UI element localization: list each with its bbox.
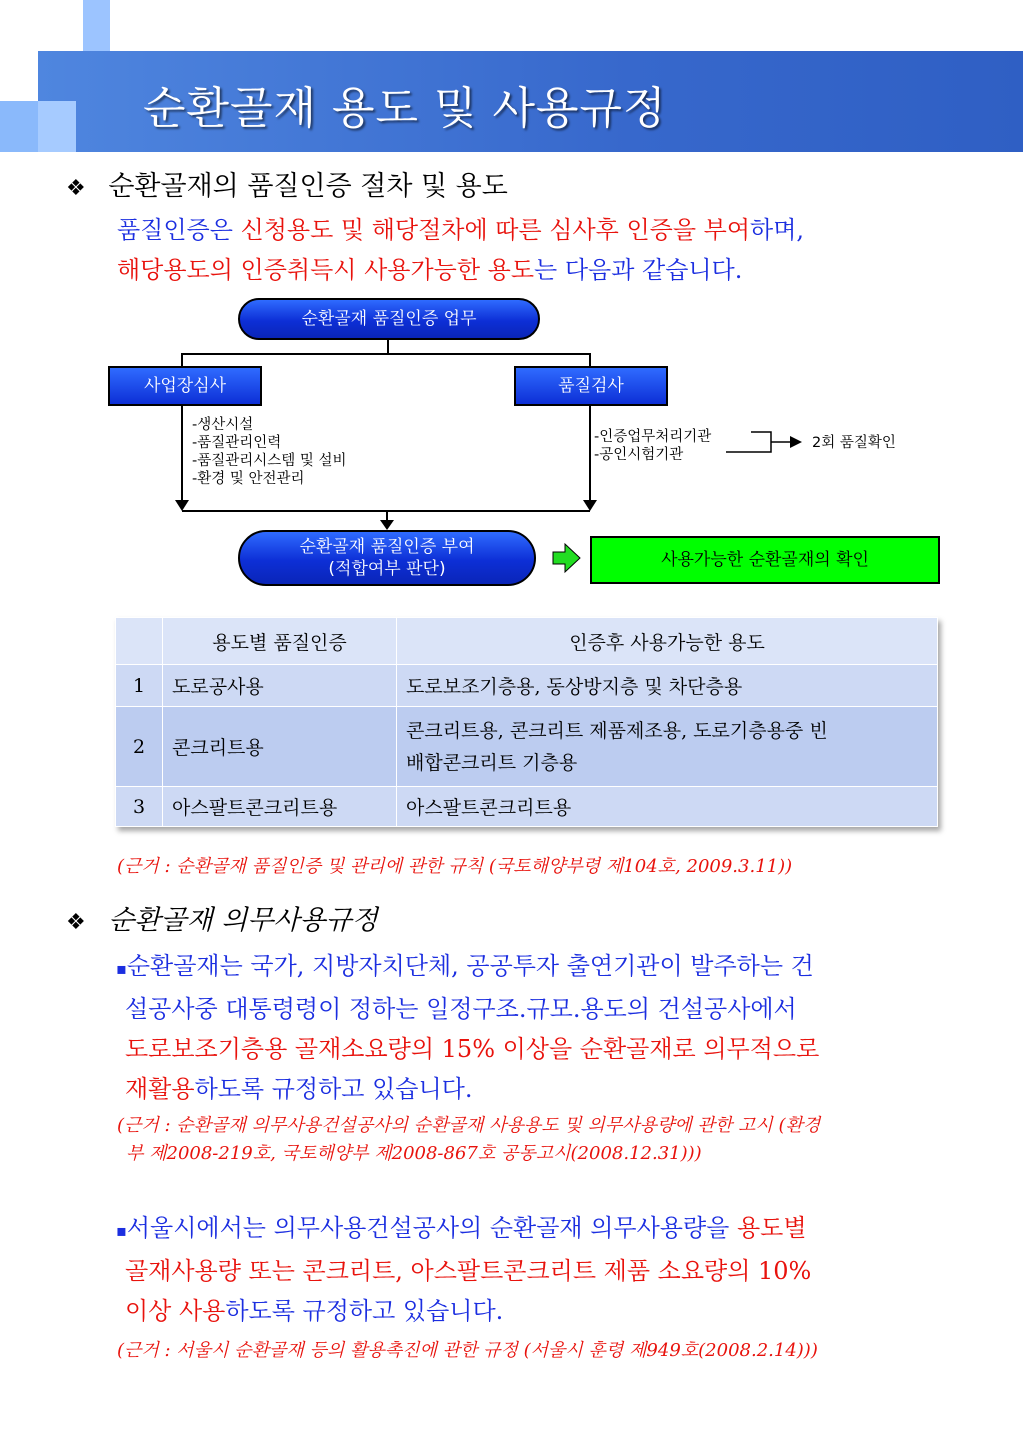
- table-header-row: [116, 618, 938, 665]
- arrowheads: [0, 0, 1023, 600]
- s1l1-a: 품질인증은: [117, 216, 241, 244]
- list-item: -품질관리시스템 및 설비: [192, 453, 347, 469]
- p1-line4: [116, 1069, 819, 1109]
- list-item: -품질관리인력: [192, 435, 282, 451]
- p1-cite-line1: (근거 : 순환골재 의무사용건설공사의 순환골재 사용용도 및 의무사용량에 관한 고시 (환경: [117, 1115, 821, 1136]
- table-row: [116, 707, 938, 787]
- table-row: [116, 787, 938, 827]
- table-cell: 도로보조기층용, 동상방지층 및 차단층용: [397, 665, 938, 707]
- table-row: [116, 665, 938, 707]
- section2-p2: [116, 1208, 811, 1331]
- arrowhead-left: [175, 500, 189, 511]
- table-cell: 1: [116, 665, 163, 707]
- p2-line3-red: 이상 사용: [125, 1297, 226, 1325]
- section2-heading-row: [66, 898, 378, 937]
- p2-line1-red: 용도별: [736, 1214, 807, 1242]
- table-header: [116, 618, 163, 665]
- table-cell: 콘크리트용: [163, 707, 397, 787]
- p2-line3-rest: 하도록 규정하고 있습니다.: [225, 1297, 504, 1325]
- p1-line1: [116, 946, 819, 989]
- p2-line3: [116, 1291, 811, 1331]
- quality-inspection-box: 품질검사: [514, 366, 668, 406]
- square-bullet-icon: ▪: [116, 1221, 127, 1240]
- table-cell: 아스팔트콘크리트용: [163, 787, 397, 827]
- table-cell: 2: [116, 707, 163, 787]
- square-bullet-icon: ▪: [116, 959, 127, 978]
- page-title: 순환골재 용도 및 사용규정: [143, 83, 667, 134]
- p1-line4-red: 재활용: [125, 1075, 195, 1103]
- section1-heading: 순환골재의 품질인증 절차 및 용도: [108, 171, 508, 202]
- p1-cite-line2: 부 제2008-219호, 국토해양부 제2008-867호 공동고시(2008.12.31))): [126, 1143, 702, 1164]
- table-citation: (근거 : 순환골재 품질인증 및 관리에 관한 규칙 (국토해양부령 제104호, 2009.3.11)): [117, 856, 793, 877]
- s1l2-a: 해당용도의 인증취득시 사용가능한 용도: [117, 256, 535, 284]
- p1-line2: 설공사중 대통령령이 정하는 일정구조.규모.용도의 건설공사에서: [125, 995, 797, 1023]
- p2-line1-blue: 서울시에서는 의무사용건설공사의 순환골재 의무사용량을: [126, 1214, 737, 1242]
- p1-citation: [117, 1112, 820, 1168]
- bracket-arrowhead: [790, 436, 802, 448]
- p2-citation: (근거 : 서울시 순환골재 등의 활용촉진에 관한 규정 (서울시 훈령 제949호(2008.2.14))): [117, 1340, 818, 1361]
- arrowhead-right: [583, 500, 597, 511]
- table-cell: 도로공사용: [163, 665, 397, 707]
- p2-line1: [116, 1208, 811, 1251]
- section2-p1: [116, 946, 819, 1109]
- certification-line2: (적합여부 판단): [328, 559, 446, 579]
- diamond-bullet-icon: ❖: [66, 176, 86, 201]
- s1l1-c: 하며,: [750, 216, 805, 244]
- diagram-top-pill: 순환골재 품질인증 업무: [238, 298, 540, 340]
- p1-line3: 도로보조기층용 골재소요량의 15% 이상을 순환골재로 의무적으로: [125, 1035, 820, 1063]
- quality-inspection-items: [594, 428, 711, 464]
- s1l2-b: 는 다음과 같습니다.: [534, 256, 743, 284]
- table-cell-line: 콘크리트용, 콘크리트 제품제조용, 도로기층용중 빈: [406, 719, 828, 742]
- p1-line4-rest: 하도록 규정하고 있습니다.: [194, 1075, 473, 1103]
- table-cell: [397, 707, 938, 787]
- section2-heading: 순환골재 의무사용규정: [108, 905, 378, 936]
- p2-line2: 골재사용량 또는 콘크리트, 아스팔트콘크리트 제품 소요량의 10%: [125, 1257, 812, 1285]
- table-header: 용도별 품질인증: [163, 618, 397, 665]
- quality-check-result: 2회 품질확인: [812, 435, 896, 451]
- green-arrow-icon: [553, 544, 580, 572]
- certification-line1: 순환골재 품질인증 부여: [299, 537, 475, 557]
- list-item: -공인시험기관: [594, 447, 684, 463]
- table-cell: 아스팔트콘크리트용: [397, 787, 938, 827]
- table-cell: 3: [116, 787, 163, 827]
- list-item: -생산시설: [192, 417, 254, 433]
- p1-line1-text: 순환골재는 국가, 지방자치단체, 공공투자 출연기관이 발주하는 건: [126, 952, 814, 980]
- diamond-bullet-icon: ❖: [66, 910, 86, 935]
- arrowhead-center: [380, 520, 394, 530]
- bracket-arrow: [726, 432, 771, 452]
- table-header: 인증후 사용가능한 용도: [397, 618, 938, 665]
- list-item: -환경 및 안전관리: [192, 471, 305, 487]
- site-inspection-box: 사업장심사: [108, 366, 262, 406]
- s1l1-b: 신청용도 및 해당절차에 따른 심사후 인증을 부여: [240, 216, 751, 244]
- certification-pill: [238, 530, 536, 586]
- table-cell-line: 배합콘크리트 기층용: [406, 751, 578, 774]
- usage-table: [115, 617, 938, 827]
- list-item: -인증업무처리기관: [594, 429, 712, 445]
- site-inspection-items: [192, 416, 347, 488]
- usable-aggregate-box: 사용가능한 순환골재의 확인: [590, 536, 940, 584]
